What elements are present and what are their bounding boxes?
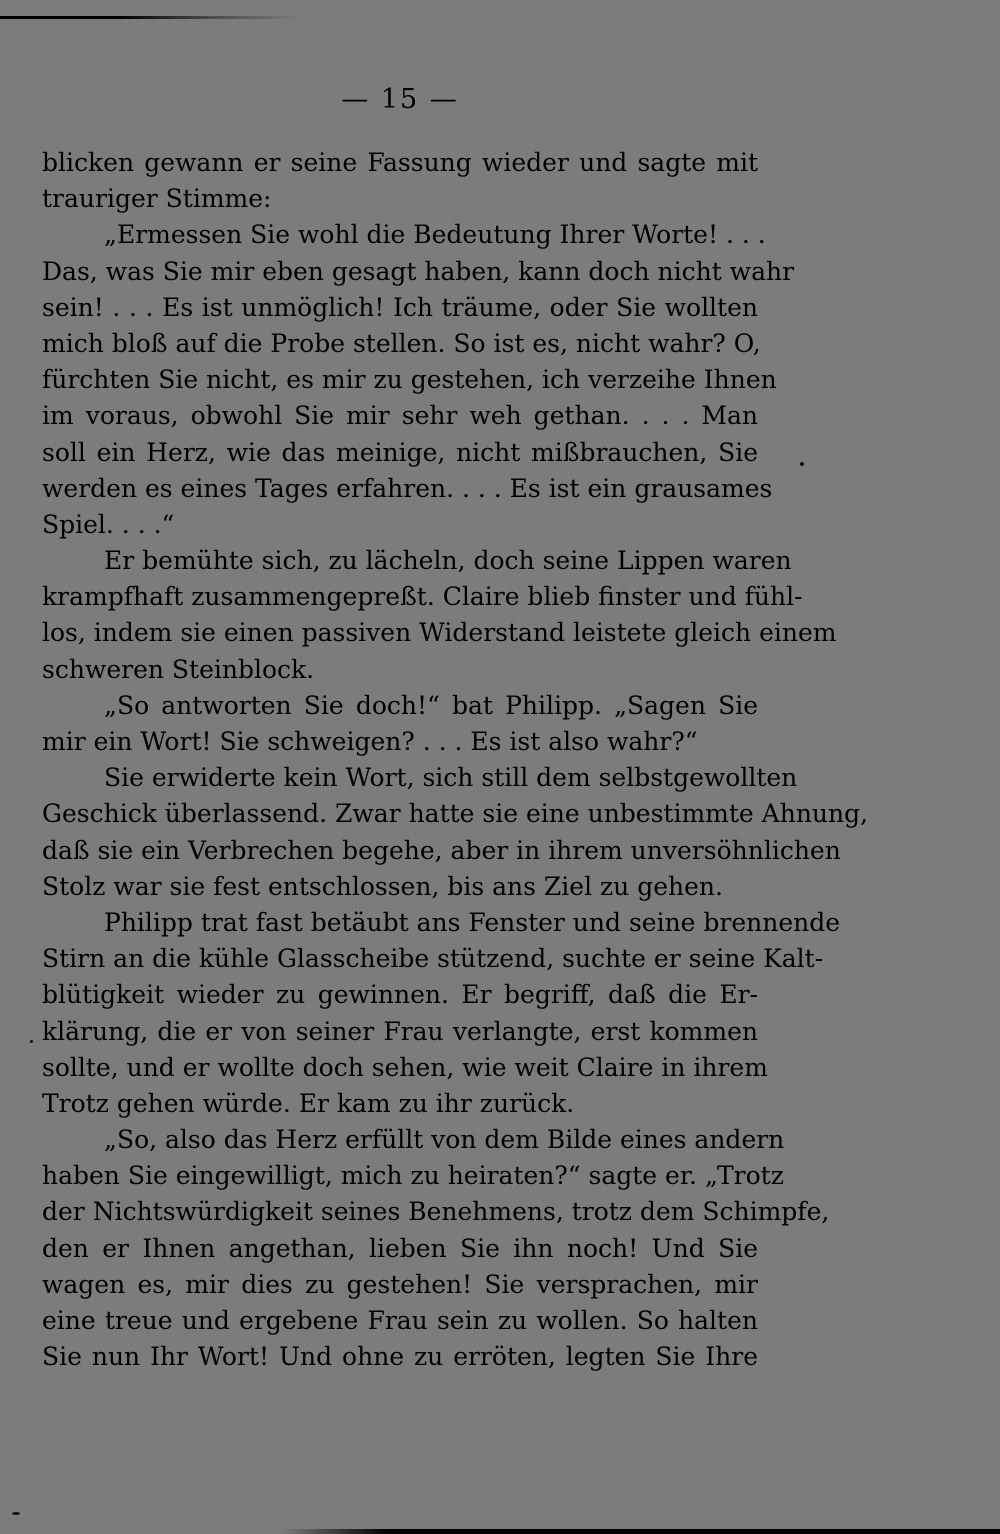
text-line: werden es eines Tages erfahren. . . . Es ist ein grausames xyxy=(42,473,773,503)
scan-speck xyxy=(30,1040,33,1043)
scan-speck xyxy=(800,462,804,466)
text-line: schweren Steinblock. xyxy=(42,654,315,684)
text-line: blicken gewann er seine Fassung wieder und sagte mit xyxy=(42,148,758,177)
page-number: — 15 — xyxy=(341,84,459,115)
text-line: Philipp trat fast betäubt ans Fenster und seine brennende xyxy=(104,907,841,937)
text-line: Stirn an die kühle Glasscheibe stützend, suchte er seine Kalt- xyxy=(42,944,824,974)
text-line: Er bemühte sich, zu lächeln, doch seine Lippen waren xyxy=(104,546,792,576)
scan-speck xyxy=(12,1512,20,1515)
scan-edge-top xyxy=(0,16,300,19)
body-text xyxy=(42,145,869,1375)
text-line: Trotz gehen würde. Er kam zu ihr zurück. xyxy=(42,1088,575,1118)
text-line: den er Ihnen angethan, lieben Sie ihn noch! Und Sie xyxy=(42,1233,758,1263)
text-line: „So, also das Herz erfüllt von dem Bilde eines andern xyxy=(104,1125,785,1155)
text-line: haben Sie eingewilligt, mich zu heiraten?“ sagte er. „Trotz xyxy=(42,1161,784,1191)
text-line: blütigkeit wieder zu gewinnen. Er begriff, daß die Er- xyxy=(42,980,758,1010)
text-line: Sie nun Ihr Wort! Und ohne zu erröten, legten Sie Ihre xyxy=(42,1342,758,1372)
text-line: im voraus, obwohl Sie mir sehr weh gethan. . . . Man xyxy=(42,401,758,431)
text-line: sollte, und er wollte doch sehen, wie weit Claire in ihrem xyxy=(42,1052,768,1082)
text-line: fürchten Sie nicht, es mir zu gestehen, ich verzeihe Ihnen xyxy=(42,365,777,395)
text-line: krampfhaft zusammengepreßt. Claire blieb finster und fühl- xyxy=(42,582,803,612)
text-line: Das, was Sie mir eben gesagt haben, kann doch nicht wahr xyxy=(42,256,795,286)
text-line: eine treue und ergebene Frau sein zu wollen. So halten xyxy=(42,1306,758,1335)
text-line: mir ein Wort! Sie schweigen? . . . Es ist also wahr?“ xyxy=(42,727,698,756)
text-line: Sie erwiderte kein Wort, sich still dem selbstgewollten xyxy=(104,763,798,793)
text-line: „Ermessen Sie wohl die Bedeutung Ihrer Worte! . . . xyxy=(104,220,766,250)
text-line: Stolz war sie fest entschlossen, bis ans Ziel zu gehen. xyxy=(42,871,723,901)
text-line: trauriger Stimme: xyxy=(42,184,272,214)
text-line: der Nichtswürdigkeit seines Benehmens, trotz dem Schimpfe, xyxy=(42,1197,830,1227)
text-line: Spiel. . . .“ xyxy=(42,509,175,539)
text-line: Geschick überlassend. Zwar hatte sie eine unbestimmte Ahnung, xyxy=(42,799,869,829)
text-line: wagen es, mir dies zu gestehen! Sie versprachen, mir xyxy=(42,1269,758,1299)
text-line: sein! . . . Es ist unmöglich! Ich träume, oder Sie wollten xyxy=(42,292,758,322)
text-line: mich bloß auf die Probe stellen. So ist es, nicht wahr? O, xyxy=(42,328,761,358)
text-line: klärung, die er von seiner Frau verlangte, erst kommen xyxy=(42,1016,758,1046)
scan-edge-bottom xyxy=(280,1529,1000,1534)
text-line: los, indem sie einen passiven Widerstand leistete gleich einem xyxy=(42,618,837,648)
text-line: soll ein Herz, wie das meinige, nicht mißbrauchen, Sie xyxy=(42,437,758,467)
text-line: „So antworten Sie doch!“ bat Philipp. „Sagen Sie xyxy=(104,690,758,720)
text-line: daß sie ein Verbrechen begehe, aber in ihrem unversöhnlichen xyxy=(42,835,841,865)
